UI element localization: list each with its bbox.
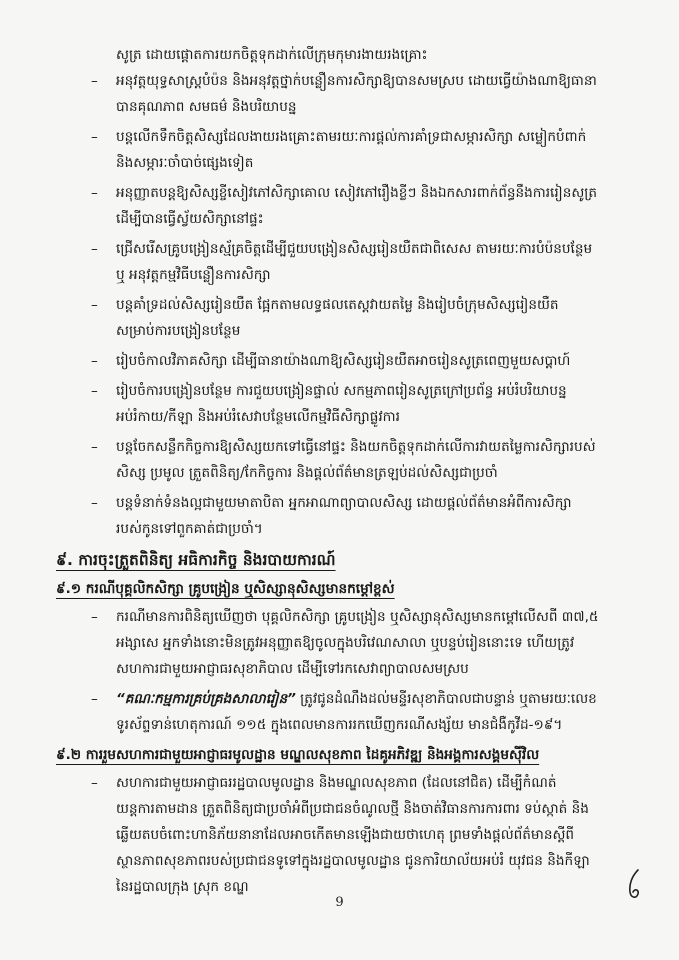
measures-list [88,68,619,542]
bullet-dash: – [91,775,98,791]
list-item [88,68,619,120]
list-item [88,348,619,374]
list-item [88,236,619,288]
list-item [88,686,619,738]
list-item-line: រៀបចំការបង្រៀនបន្ថែម ការជួយបង្រៀនផ្ទាល់ សកម្មភាពរៀនសូត្រក្រៅប្រព័ន្ធ អប់រំបរិយាបន្ន [116,383,567,399]
bullet-dash: – [91,691,98,707]
list-item-line: ករណីមានការពិនិត្យឃើញថា បុគ្គលិកសិក្សា គ្រូបង្រៀន ឬសិស្សានុសិស្សមានកម្ដៅលើសពី ៣៧,៥ [116,609,599,625]
section-heading: ៩. ការចុះត្រួតពិនិត្យ អធិការកិច្ច និងរបាយការណ៍ [56,551,336,569]
subsection-heading-9-1: ៩.១ ករណីបុគ្គលិកសិក្សា គ្រូបង្រៀន ឬសិស្សានុសិស្សមានកម្ដៅខ្ពស់ [56,581,395,597]
list-item-line: បន្តគាំទ្រដល់សិស្សរៀនយឺត ផ្អែកតាមលទ្ធផលតេស្តវាយតម្លៃ និងរៀបចំក្រុមសិស្សរៀនយឺត [116,297,559,313]
handwritten-mark-icon [626,868,644,902]
list-item-line: ជ្រើសរើសគ្រូបង្រៀនស្ម័គ្រចិត្តដើម្បីជួយបង្រៀនសិស្សរៀនយឺតជាពិសេស តាមរយៈការបំប៉នបន្ថែម [116,241,593,257]
list-item-line: បន្តលើកទឹកចិត្តសិស្សដែលងាយរងគ្រោះតាមរយៈការផ្ដល់ការគាំទ្រជាសម្ភារសិក្សា សម្លៀកបំពាក់ [116,129,587,145]
list-item-line: និងសម្ភារៈចាំបាច់ផ្សេងទៀត [116,155,254,171]
list-item [88,434,619,486]
bullet-dash: – [91,241,98,257]
list-item [88,124,619,176]
bullet-dash: – [91,609,98,625]
list-item-line [116,686,619,712]
continuation-line: សូត្រ ដោយផ្ដោតការយកចិត្តទុកដាក់លើក្រុមកុមារងាយរងគ្រោះ [116,47,428,63]
list-item-line: សម្រាប់ការបង្រៀនបន្ថែម [116,323,241,339]
list-item-line: សហការជាមួយអាជ្ញាធរសុខាភិបាល ដើម្បីទៅរកសេវាព្យាបាលសមស្រប [116,661,469,677]
emphasis-text: “គណៈកម្មការគ្រប់គ្រងសាលារៀន” [116,691,296,707]
list-item-line: ដើម្បីបានធ្វើស្វ័យសិក្សានៅផ្ទះ [116,211,264,227]
list-item-line: យន្តការតាមដាន ត្រួតពិនិត្យជាប្រចាំអំពីប្រជាជនចំណូលថ្មី និងចាត់វិធានការការពារ ទប់ស្កាត់ និង [116,801,589,817]
list-item [88,180,619,232]
list-item-line: សិស្ស ប្រមូល ត្រួតពិនិត្យ/កែកិច្ចការ និងផ្ដល់ព័ត៌មានត្រឡប់ដល់សិស្សជាប្រចាំ [116,465,498,481]
list-item-line: បានគុណភាព សមធម៌ និងបរិយាបន្ន [116,99,297,115]
list-item-line: អនុវត្តយុទ្ធសាស្ត្របំប៉ន និងអនុវត្តថ្នាក់បន្លឿនការសិក្សាឱ្យបានសមស្រប ដោយធ្វើយ៉ាងណាឱ្យធានា [116,73,597,89]
list-item-text: ត្រូវជូនដំណឹងដល់មន្ទីរសុខាភិបាលជាបន្ទាន់ ឬតាមរយៈលេខ [295,691,597,707]
cooperation-list [88,770,619,900]
bullet-dash: – [91,439,98,455]
list-item-line: បន្តទំនាក់ទំនងល្អជាមួយមាតាបិតា អ្នកអាណាព្យាបាលសិស្ស ដោយផ្ដល់ព័ត៌មានអំពីការសិក្សា [116,495,572,511]
high-temperature-list [88,604,619,682]
subsection-heading-9-2: ៩.២ ការរួមសហការជាមួយអាជ្ញាធរមូលដ្ឋាន មណ្ឌលសុខភាព ដៃគូអភិវឌ្ឍ និងអង្គការសង្គមស៊ីវិល [56,747,540,763]
bullet-dash: – [91,129,98,145]
list-item-line: នៃរដ្ឋបាលក្រុង ស្រុក ខណ្ឌ [116,879,249,895]
list-item-line: បន្តចែកសន្លឹកកិច្ចការឱ្យសិស្សយកទៅធ្វើនៅផ្ទះ និងយកចិត្តទុកដាក់លើការវាយតម្លៃការសិក្សារបស់ [116,439,596,455]
bullet-dash: – [91,297,98,313]
bullet-dash: – [91,353,98,369]
list-item-line: ទូរស័ព្ទទាន់ហេតុការណ៍ ១១៥ ក្នុងពេលមានការរកឃើញករណីសង្ស័យ មានជំងឺកូវីដ-១៩។ [116,717,563,733]
list-item [88,292,619,344]
bullet-dash: – [91,495,98,511]
bullet-dash: – [91,73,98,89]
list-item-line: អនុញ្ញាតបន្តឱ្យសិស្សខ្ចីសៀវភៅសិក្សាគោល សៀវភៅរឿងខ្លីៗ និងឯកសារពាក់ព័ន្ធនឹងការរៀនសូត្រ [116,185,597,201]
list-item-line: ឆ្លើយតបចំពោះហានិភ័យនានាដែលអាចកើតមានឡើងជាយថាហេតុ ព្រមទាំងផ្ដល់ព័ត៌មានស្ដីពី [116,827,575,843]
list-item [88,490,619,542]
page-number: 9 [335,895,344,910]
list-item-line: រៀបចំកាលវិភាគសិក្សា ដើម្បីធានាយ៉ាងណាឱ្យសិស្សរៀនយឺតអាចរៀនសូត្រពេញមួយសប្ដាហ៍ [116,353,571,369]
list-item-line: អប់រំកាយ/កីឡា និងអប់រំសេវាបន្ថែមលើកម្មវិធីសិក្សាផ្លូវការ [116,409,400,425]
list-item-line: សហការជាមួយអាជ្ញាធររដ្ឋបាលមូលដ្ឋាន និងមណ្ឌលសុខភាព (ដែលនៅជិត) ដើម្បីកំណត់ [116,775,557,791]
list-item-line: អង្សាសេ អ្នកទាំងនោះមិនត្រូវអនុញ្ញាតឱ្យចូលក្នុងបរិវេណសាលា ឬបន្ទប់រៀននោះទេ ហើយត្រូវ [116,635,575,651]
bullet-dash: – [91,185,98,201]
list-item-line: របស់កូនទៅពួកគាត់ជាប្រចាំ។ [116,521,263,537]
list-item [88,604,619,682]
list-item [88,378,619,430]
list-item [88,770,619,900]
list-item-line: ឬ អនុវត្តកម្មវិធីបន្លឿនការសិក្សា [116,267,271,283]
list-item-line: ស្ថានភាពសុខភាពរបស់ប្រជាជនទូទៅក្នុងរដ្ឋបាលមូលដ្ឋាន ជូនការិយាល័យអប់រំ យុវជន និងកីឡា [116,853,590,869]
bullet-dash: – [91,383,98,399]
